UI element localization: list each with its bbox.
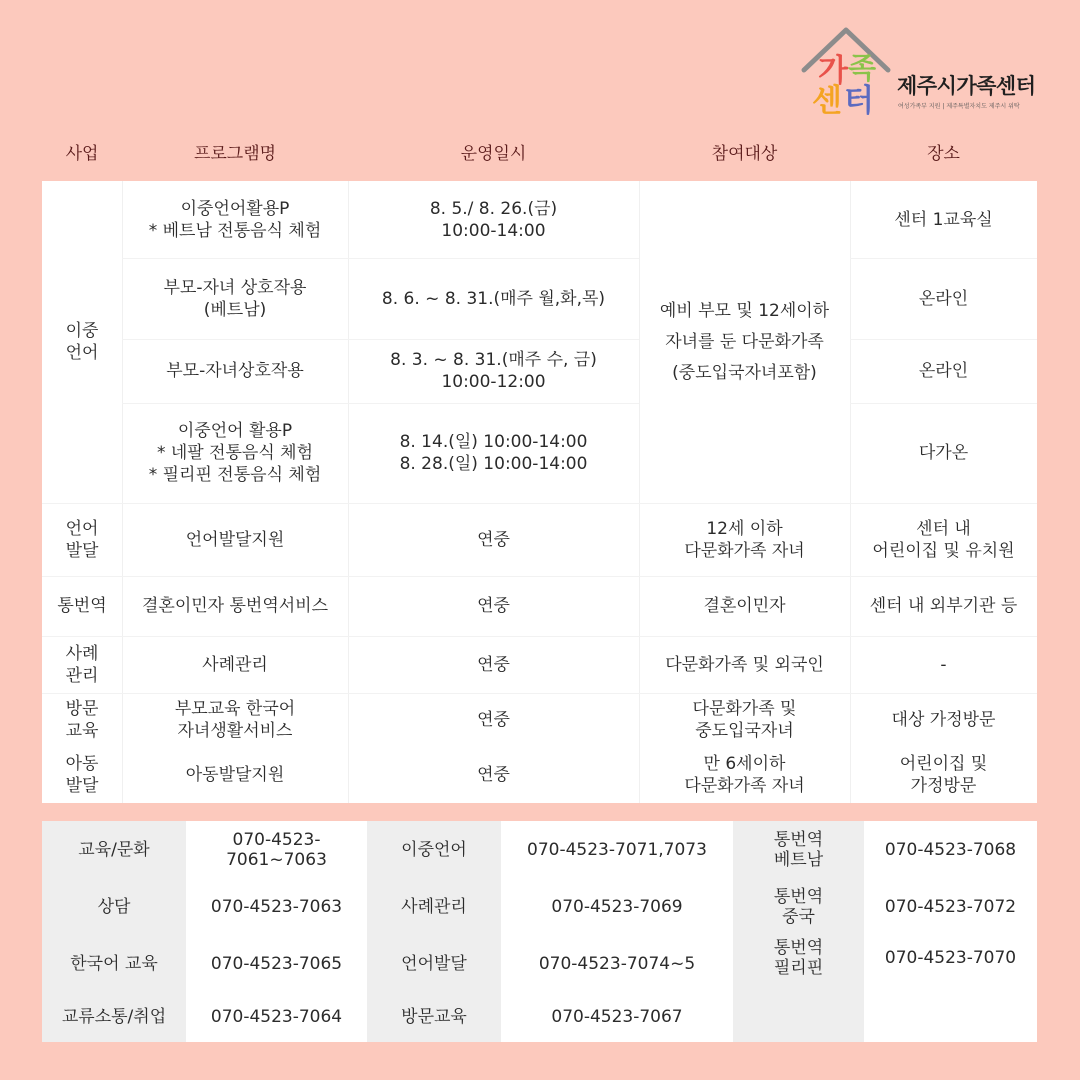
schedule: 연중 — [477, 596, 510, 616]
program-name: 언어발달지원 — [185, 529, 285, 550]
schedule: 연중 — [477, 765, 510, 785]
contact-label: 상담 — [97, 896, 131, 917]
program-name: 부모-자녀 상호작용 (베트남) — [163, 277, 307, 320]
contact-phone: 070-4523-7064 — [210, 1007, 343, 1027]
target-bilingual: 예비 부모 및 12세이하 자녀를 둔 다문화가족 (중도입국자녀포함) — [659, 300, 830, 383]
schedule: 연중 — [477, 529, 510, 550]
contact-phone: 070-4523- 7061~7063 — [226, 829, 327, 870]
target: 만 6세이하 다문화가족 자녀 — [684, 754, 805, 796]
header-business: 사업 — [65, 143, 99, 164]
header-program: 프로그램명 — [193, 143, 277, 164]
program-name: 부모교육 한국어 자녀생활서비스 — [174, 699, 296, 741]
contact-phone: 070-4523-7072 — [884, 896, 1017, 917]
logo-char: 터 — [844, 83, 874, 119]
contact-phone: 070-4523-7065 — [210, 953, 343, 974]
contact-phone: 070-4523-7068 — [884, 839, 1017, 860]
contact-phone: 070-4523-7069 — [551, 896, 683, 917]
logo-char: 센 — [812, 83, 842, 119]
contact-phone — [864, 992, 1037, 1042]
center-name: 제주시가족센터 — [897, 74, 1036, 98]
contact-phone: 070-4523-7074~5 — [538, 953, 696, 974]
place: 온라인 — [918, 361, 969, 381]
logo-wordmark — [808, 51, 888, 124]
category-bilingual: 이중 언어 — [65, 321, 99, 363]
contact-label: 교육/문화 — [78, 839, 150, 860]
place: 어린이집 및 가정방문 — [899, 754, 988, 796]
contact-phone: 070-4523-7063 — [210, 896, 343, 917]
place: 센터 내 어린이집 및 유치원 — [872, 518, 1015, 561]
schedule: 8. 14.(일) 10:00-14:00 8. 28.(일) 10:00-14:00 — [399, 432, 588, 474]
place: 온라인 — [918, 288, 969, 309]
contact-label: 언어발달 — [401, 953, 467, 974]
target: 결혼이민자 — [703, 596, 786, 616]
contact-phone: 070-4523-7070 — [884, 948, 1017, 968]
contact-label: 교류소통/취업 — [61, 1007, 167, 1027]
contact-phone: 070-4523-7067 — [551, 1007, 683, 1027]
contact-label: 이중언어 — [401, 839, 467, 860]
program-name: 부모-자녀상호작용 — [166, 361, 304, 381]
contact-label: 사례관리 — [401, 896, 467, 917]
contact-phone: 070-4523-7071,7073 — [527, 839, 707, 860]
schedule: 연중 — [477, 710, 510, 730]
category: 사례 관리 — [65, 643, 99, 686]
category: 아동 발달 — [65, 754, 99, 796]
program-name: 이중언어 활용P * 네팔 전통음식 체험 * 필리핀 전통음식 체험 — [148, 421, 322, 485]
program-name: 결혼이민자 통번역서비스 — [141, 596, 329, 616]
place: 센터 1교육실 — [894, 209, 993, 230]
contact-label: 통번역 중국 — [773, 886, 824, 927]
place: 대상 가정방문 — [891, 710, 996, 730]
target: 다문화가족 및 중도입국자녀 — [692, 699, 797, 741]
schedule: 8. 3. ~ 8. 31.(매주 수, 금) 10:00-12:00 — [390, 350, 597, 392]
place: - — [940, 654, 947, 675]
program-table — [42, 181, 1037, 803]
category: 통번역 — [57, 596, 107, 616]
category: 언어 발달 — [65, 518, 99, 561]
contact-table — [42, 821, 1037, 1042]
target: 12세 이하 다문화가족 자녀 — [684, 518, 805, 561]
target: 다문화가족 및 외국인 — [665, 654, 824, 675]
center-subtitle: 여성가족부 지원 | 제주특별자치도 제주시 위탁 — [898, 103, 1020, 110]
schedule: 8. 6. ~ 8. 31.(매주 월,화,목) — [381, 288, 606, 309]
logo-char: 족 — [848, 51, 877, 85]
header-target: 참여대상 — [711, 143, 778, 164]
contact-label: 한국어 교육 — [70, 953, 158, 974]
header-place: 장소 — [927, 143, 960, 164]
program-name: 이중언어활용P * 베트남 전통음식 체험 — [148, 198, 322, 241]
schedule: 8. 5./ 8. 26.(금) 10:00-14:00 — [429, 198, 558, 241]
program-name: 아동발달지원 — [185, 765, 285, 785]
category: 방문 교육 — [65, 699, 99, 741]
contact-label: 통번역 베트남 — [773, 829, 824, 870]
program-name: 사례관리 — [202, 654, 268, 675]
contact-label: 방문교육 — [401, 1007, 467, 1027]
logo-char: 가 — [818, 53, 848, 89]
place: 센터 내 외부기관 등 — [869, 596, 1018, 616]
schedule: 연중 — [477, 654, 510, 675]
center-logo — [800, 26, 1050, 120]
place: 다가온 — [918, 443, 969, 463]
contact-label: 통번역 필리핀 — [773, 938, 824, 978]
header-schedule: 운영일시 — [460, 143, 527, 164]
contact-label — [733, 992, 864, 1042]
